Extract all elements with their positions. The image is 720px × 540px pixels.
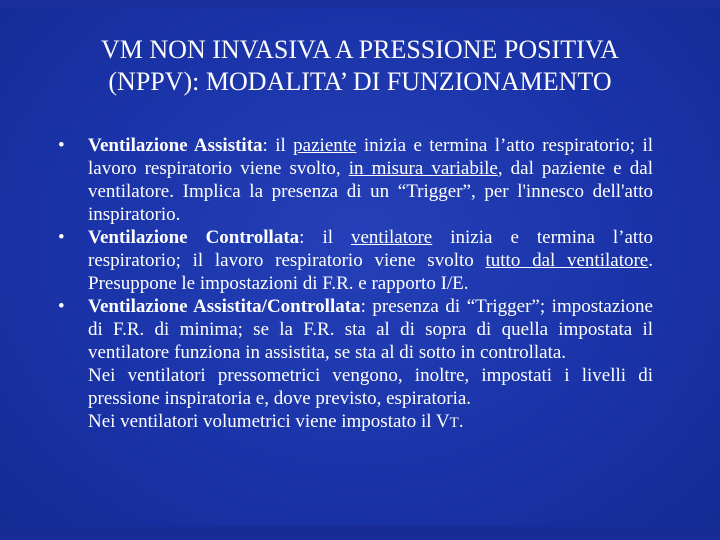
bullet-controllata <box>58 226 653 295</box>
bullet-marker: • <box>58 227 65 248</box>
bullet-text: , dal paziente e dal ventilatore. Implica la presenza di un “Trigger”, per l'innesco dell'atto inspiratorio. <box>88 158 653 225</box>
bullet-assistita <box>58 134 653 226</box>
slide-body <box>58 134 653 435</box>
bullet-assistita-controllata <box>58 295 653 364</box>
bullet-text: : il <box>262 135 294 156</box>
bullet-term: Ventilazione Controllata <box>88 227 300 248</box>
note-volumetric <box>58 410 653 435</box>
bullet-text: : il <box>299 227 351 248</box>
note-volumetric-text: Nei ventilatori volumetrici viene impostato il V <box>88 411 450 432</box>
bullet-underlined-text: ventilatore <box>351 227 433 248</box>
slide-bottom-border <box>0 526 720 540</box>
bullet-text: . Presuppone le impostazioni di F.R. e rapporto I/E. <box>88 250 653 294</box>
bullet-underlined-text: in misura variabile <box>348 158 498 179</box>
note-volumetric-end: . <box>458 411 464 432</box>
slide-title <box>30 34 690 98</box>
bullet-underlined-text: tutto dal ventilatore <box>485 250 649 271</box>
title-line-1: VM NON INVASIVA A PRESSIONE POSITIVA <box>101 35 619 64</box>
bullet-text: inizia e termina l’atto respiratorio; il lavoro respiratorio viene svolto, <box>88 135 653 179</box>
bullet-text: : presenza di “Trigger”; impostazione di F.R. di minima; se la F.R. sta al di sopra di quella impostata il ventilatore funziona in assistita, se sta al di sotto in controllata. <box>88 296 653 363</box>
bullet-term: Ventilazione Assistita <box>88 135 263 156</box>
bullet-text: inizia e termina l’atto respiratorio; il lavoro respiratorio viene svolto <box>88 227 653 271</box>
slide-top-border <box>0 0 720 8</box>
bullet-underlined-text: paziente <box>293 135 357 156</box>
bullet-term: Ventilazione Assistita/Controllata <box>88 296 361 317</box>
bullet-marker: • <box>58 296 65 317</box>
note-volumetric-subscript: T <box>449 415 459 431</box>
bullet-marker: • <box>58 135 65 156</box>
note-pressometric: Nei ventilatori pressometrici vengono, inoltre, impostati i livelli di pressione inspiratoria e, dove previsto, espiratoria. <box>88 365 653 409</box>
title-line-2: (NPPV): MODALITA’ DI FUNZIONAMENTO <box>108 67 612 96</box>
